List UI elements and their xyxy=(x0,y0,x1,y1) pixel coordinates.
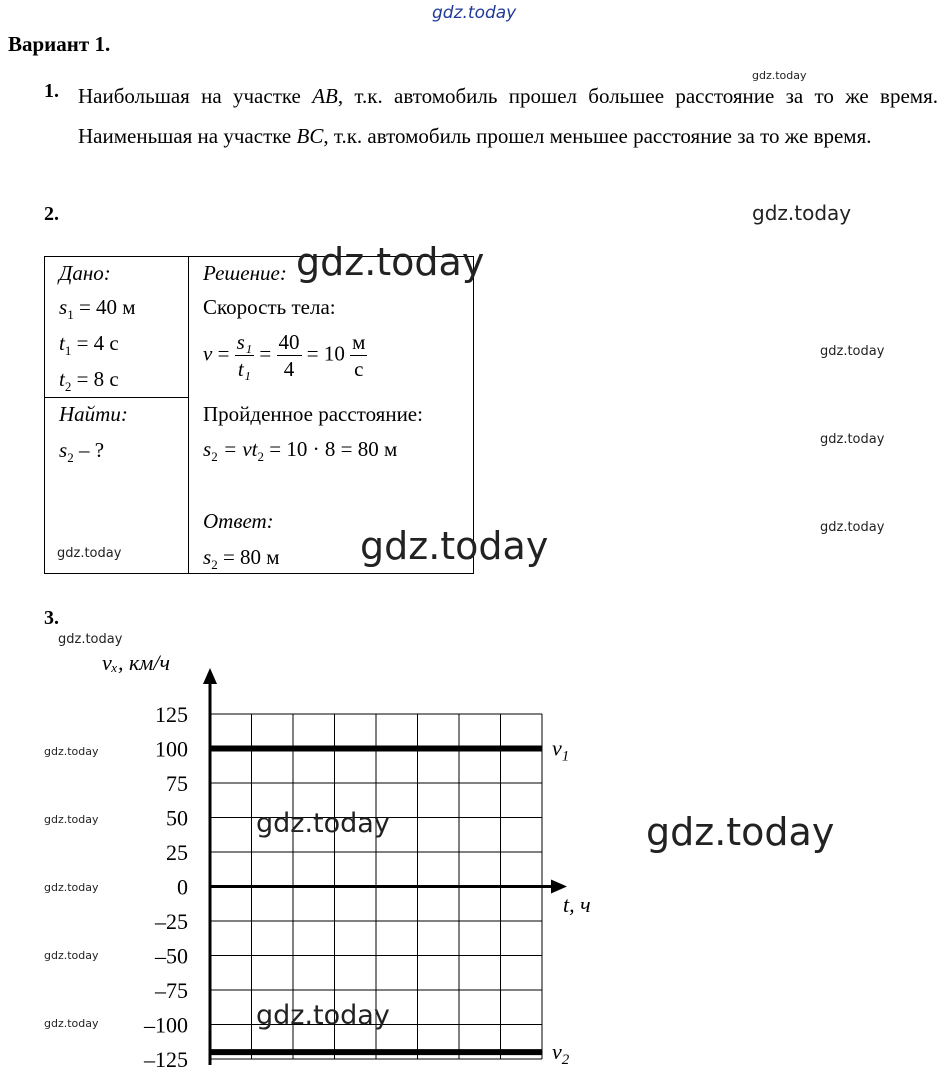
y-tick-label: 125 xyxy=(155,702,188,727)
speed-title: Скорость тела: xyxy=(203,295,336,319)
watermark-left-4: gdz.today xyxy=(44,949,99,962)
find-cell xyxy=(45,398,189,574)
fraction-unit: $\frac{м}{с}$ xyxy=(352,330,366,381)
watermark-small-4: gdz.today xyxy=(58,632,123,647)
watermark-in-table: gdz.today xyxy=(57,546,122,561)
watermark-small-1: gdz.today xyxy=(820,344,885,359)
distance-formula: $s_2 = vt_2 = 10 \cdot 8 = 80$ м xyxy=(203,437,398,465)
find-s2: $s_2$ – ? xyxy=(59,438,105,466)
y-tick-label: 0 xyxy=(177,874,188,900)
series-label-v1: $v_1$ xyxy=(552,735,570,765)
q1-text: Наибольшая на участке AB, т.к. автомобиль прошел большее расстояние за то же время. Наименьшая на участке BC, т.к. автомобиль прошел меньшее расстояние за то же время. xyxy=(78,84,938,148)
x-axis-label: t, ч xyxy=(563,892,591,917)
watermark-big-2: gdz.today xyxy=(360,524,549,568)
y-tick-label: 100 xyxy=(155,736,188,762)
answer-value: $s_2 = 80$ м xyxy=(203,545,280,573)
given-cell xyxy=(45,257,189,398)
watermark-left-3: gdz.today xyxy=(44,881,99,894)
y-tick-label: –125 xyxy=(144,1047,188,1072)
watermark-left-1: gdz.today xyxy=(44,745,99,758)
y-tick-label: –50 xyxy=(155,943,188,969)
given-label: Дано: xyxy=(59,261,111,285)
y-tick-label: 25 xyxy=(166,840,188,865)
watermark-small-3: gdz.today xyxy=(820,520,885,535)
chart-tick-labels xyxy=(143,702,188,1072)
watermark-tiny-1: gdz.today xyxy=(752,69,807,82)
watermark-med-1: gdz.today xyxy=(752,201,852,225)
y-axis-arrow xyxy=(203,668,217,684)
watermark-top: gdz.today xyxy=(432,3,517,23)
series-label-v2: $v_2$ xyxy=(552,1039,570,1069)
q1-number: 1. xyxy=(44,80,59,102)
watermark-chart-2: gdz.today xyxy=(256,1000,390,1031)
variant-title: Вариант 1. xyxy=(8,32,111,56)
watermark-small-2: gdz.today xyxy=(820,432,885,447)
y-tick-label: –25 xyxy=(155,909,188,934)
y-tick-label: 50 xyxy=(166,805,188,831)
distance-title: Пройденное расстояние: xyxy=(203,402,423,426)
given-t2: $t_2 = 8$ с xyxy=(59,367,119,395)
fraction-40-4: $\frac{40}{4}$ xyxy=(278,330,300,381)
find-label: Найти: xyxy=(59,402,128,426)
fraction-s1-t1: $\frac{\text{s₁}}{\text{t₁}}$ xyxy=(236,330,253,381)
series-label-sub-v2: 2 xyxy=(561,1052,570,1069)
given-s1: $s_1 = 40$ м xyxy=(59,295,136,323)
watermark-left-5: gdz.today xyxy=(44,1017,99,1030)
watermark-big-3: gdz.today xyxy=(646,810,835,854)
answer-label: Ответ: xyxy=(203,509,274,533)
y-axis-label: vₓ, км/ч xyxy=(102,650,170,675)
q2-number: 2. xyxy=(44,203,59,225)
watermark-chart-1: gdz.today xyxy=(256,808,390,839)
given-t1: $t_1 = 4$ с xyxy=(59,331,119,359)
y-tick-label: –100 xyxy=(144,1012,188,1038)
speed-formula: v = $\frac{\text{s₁}}{\text{t₁}}$ = $\frac{40}{4}$ = 10 $\frac{м}{с}$ xyxy=(203,330,366,381)
solution-label: Решение: xyxy=(203,261,287,285)
watermark-left-2: gdz.today xyxy=(44,813,99,826)
watermark-big-1: gdz.today xyxy=(296,240,485,284)
q3-number: 3. xyxy=(44,607,59,629)
series-label-sub-v1: 1 xyxy=(561,748,570,765)
y-tick-label: 75 xyxy=(166,771,188,796)
y-tick-label: –75 xyxy=(155,978,188,1003)
